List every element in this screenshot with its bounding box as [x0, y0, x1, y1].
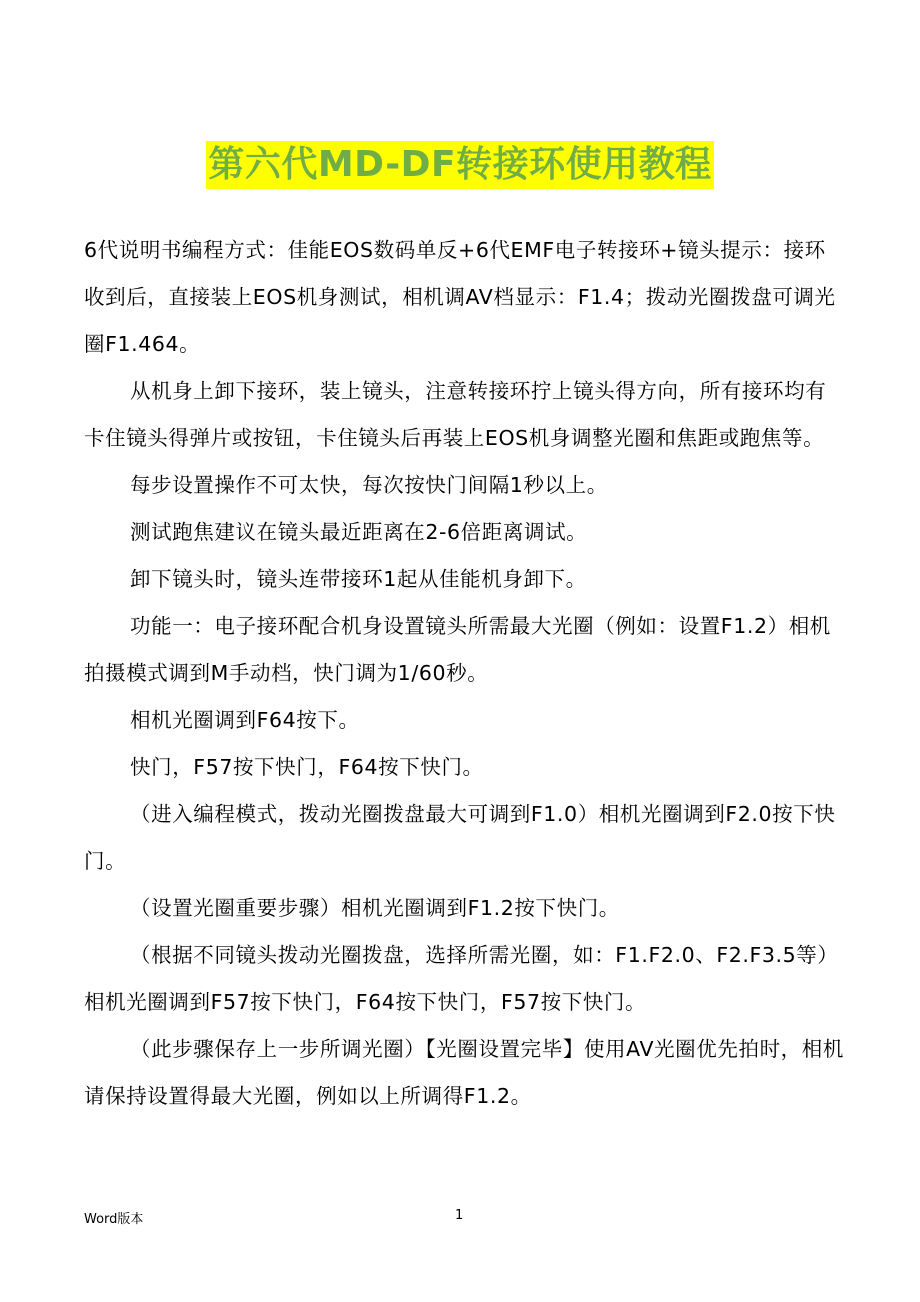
- paragraph: 从机身上卸下接环，装上镜头，注意转接环拧上镜头得方向，所有接环均有卡住镜头得弹片或按钮，卡住镜头后再装上EOS机身调整光圈和焦距或跑焦等。: [84, 379, 827, 450]
- paragraph: （此步骤保存上一步所调光圈）【光圈设置完毕】使用AV光圈优先拍时，相机请保持设置得最大光圈，例如以上所调得F1.2。: [84, 1037, 844, 1108]
- document-title: 第六代MD-DF转接环使用教程: [206, 141, 713, 189]
- paragraph: （根据不同镜头拨动光圈拨盘，选择所需光圈，如：F1.F2.0、F2.F3.5等）相机光圈调到F57按下快门，F64按下快门，F57按下快门。: [84, 943, 839, 1014]
- paragraph: 卸下镜头时，镜头连带接环1起从佳能机身卸下。: [130, 567, 587, 591]
- footer-label: Word版本: [84, 1212, 144, 1227]
- paragraph: 相机光圈调到F64按下。: [130, 708, 360, 732]
- paragraph: 6代说明书编程方式：佳能EOS数码单反+6代EMF电子转接环+镜头提示：接环收到后，直接装上EOS机身测试，相机调AV档显示：F1.4；拨动光圈拨盘可调光圈F1.464。: [84, 238, 836, 356]
- paragraph: （设置光圈重要步骤）相机光圈调到F1.2按下快门。: [130, 896, 620, 920]
- title-container: [0, 141, 920, 189]
- paragraph: 测试跑焦建议在镜头最近距离在2-6倍距离调试。: [130, 520, 588, 544]
- paragraph: 每步设置操作不可太快，每次按快门间隔1秒以上。: [130, 473, 608, 497]
- paragraph: 快门，F57按下快门，F64按下快门。: [130, 755, 484, 779]
- document-body: [84, 227, 844, 1120]
- paragraph: （进入编程模式，拨动光圈拨盘最大可调到F1.0）相机光圈调到F2.0按下快门。: [84, 802, 836, 873]
- paragraph: 功能一：电子接环配合机身设置镜头所需最大光圈（例如：设置F1.2）相机拍摄模式调到M手动档，快门调为1/60秒。: [84, 614, 831, 685]
- page-number: 1: [455, 1208, 464, 1223]
